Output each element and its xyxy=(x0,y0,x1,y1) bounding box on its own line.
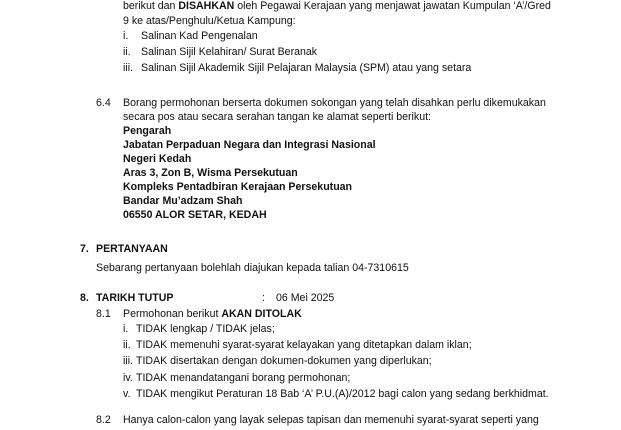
intro-item-2-text: Salinan Sijil Kelahiran/ Surat Beranak xyxy=(141,46,318,58)
section-7-title: PERTANYAAN xyxy=(96,243,168,255)
reject-item-1-num: i. xyxy=(123,323,129,335)
section-8-1-bold: AKAN DITOLAK xyxy=(221,308,302,320)
address-line-7: 06550 ALOR SETAR, KEDAH xyxy=(123,209,267,221)
intro-item-1-num: i. xyxy=(123,30,129,42)
section-6-4-line-2: secara pos atau secara serahan tangan ke alamat seperti berikut: xyxy=(123,111,431,123)
address-line-3: Negeri Kedah xyxy=(123,153,192,165)
intro-line-1-pre: berikut dan xyxy=(123,0,179,12)
section-8-2-number: 8.2 xyxy=(96,414,111,426)
address-line-4: Aras 3, Zon B, Wisma Persekutuan xyxy=(123,167,298,179)
intro-line-1-post: oleh Pegawai Kerajaan yang menjawat jawatan Kumpulan ‘A’/Gred xyxy=(234,0,551,12)
section-7-number: 7. xyxy=(80,243,89,255)
intro-item-3-num: iii. xyxy=(123,62,134,74)
section-8-2-text: Hanya calon-calon yang layak selepas tapisan dan memenuhi syarat-syarat seperti yang xyxy=(123,414,539,426)
address-line-6: Bandar Mu’adzam Shah xyxy=(123,195,243,207)
section-7-text: Sebarang pertanyaan bolehlah diajukan kepada talian 04-7310615 xyxy=(96,262,409,274)
closing-date: 06 Mei 2025 xyxy=(276,292,335,304)
section-8-1-intro xyxy=(123,308,302,321)
reject-item-2-num: ii. xyxy=(123,339,131,351)
address-line-5: Kompleks Pentadbiran Kerajaan Persekutuan xyxy=(123,181,353,193)
section-8-1-number: 8.1 xyxy=(96,308,111,320)
section-8-1-pre: Permohonan berikut xyxy=(123,308,222,320)
reject-item-1-text: TIDAK lengkap / TIDAK jelas; xyxy=(136,323,275,335)
address-line-2: Jabatan Perpaduan Negara dan Integrasi Nasional xyxy=(123,139,376,151)
intro-line-2: 9 ke atas/Penghulu/Ketua Kampung: xyxy=(123,15,296,27)
reject-item-4-num: iv. xyxy=(123,372,133,384)
section-6-4-line-1: Borang permohonan berserta dokumen sokongan yang telah disahkan perlu dikemukakan xyxy=(123,97,546,109)
reject-item-5-text: TIDAK mengikut Peraturan 18 Bab ‘A’ P.U.(A)/2012 bagi calon yang sedang berkhidmat. xyxy=(136,388,549,400)
reject-item-3-text: TIDAK disertakan dengan dokumen-dokumen yang diperlukan; xyxy=(136,355,432,367)
reject-item-5-num: v. xyxy=(123,388,131,400)
section-8-number: 8. xyxy=(80,292,89,304)
address-line-1: Pengarah xyxy=(123,125,172,137)
intro-item-1-text: Salinan Kad Pengenalan xyxy=(141,30,258,42)
section-6-4-number: 6.4 xyxy=(96,97,111,109)
section-8-colon: : xyxy=(262,292,265,304)
reject-item-3-num: iii. xyxy=(123,355,134,367)
intro-line-1-bold: DISAHKAN xyxy=(178,0,235,12)
section-8-title: TARIKH TUTUP xyxy=(96,292,174,304)
intro-item-3-text: Salinan Sijil Akademik Sijil Pelajaran Malaysia (SPM) atau yang setara xyxy=(141,62,472,74)
reject-item-4-text: TIDAK menandatangani borang permohonan; xyxy=(136,372,351,384)
reject-item-2-text: TIDAK memenuhi syarat-syarat kelayakan yang ditetapkan dalam iklan; xyxy=(136,339,472,351)
intro-item-2-num: ii. xyxy=(123,46,131,58)
intro-line-1 xyxy=(123,0,551,13)
